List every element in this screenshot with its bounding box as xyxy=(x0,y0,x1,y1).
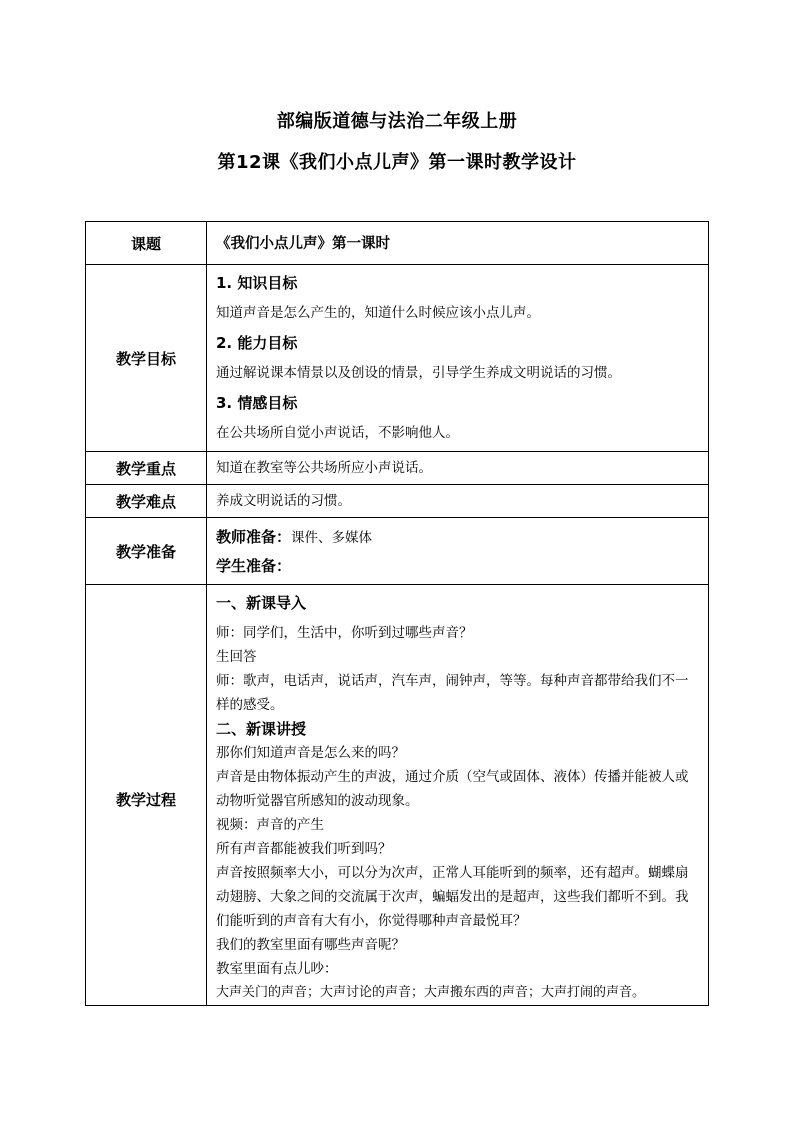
teaching-line: 那你们知道声音是怎么来的吗？ xyxy=(216,745,405,761)
difficulty-value: 养成文明说话的习惯。 xyxy=(216,493,351,509)
teaching-line: 视频：声音的产生 xyxy=(216,817,324,833)
table-row-goals xyxy=(86,265,709,452)
difficulty-label: 教学难点 xyxy=(86,485,207,518)
table-row-difficulty xyxy=(86,485,709,518)
table-row-topic xyxy=(86,222,709,265)
key-cell xyxy=(207,452,709,485)
student-prep-label: 学生准备： xyxy=(216,557,292,575)
topic-cell xyxy=(207,222,709,265)
topic-label: 课题 xyxy=(86,222,207,265)
key-label: 教学重点 xyxy=(86,452,207,485)
goal-heading-ability: 2. 能力目标 xyxy=(216,334,298,352)
prep-label: 教学准备 xyxy=(86,518,207,585)
goal-heading-knowledge: 1. 知识目标 xyxy=(216,274,298,292)
lesson-plan-table xyxy=(85,221,709,1006)
teaching-line: 大声关门的声音；大声讨论的声音；大声搬东西的声音；大声打闹的声音。 xyxy=(216,985,646,1000)
section-heading-intro: 一、新课导入 xyxy=(216,594,307,612)
teaching-line: 教室里面有点儿吵： xyxy=(216,961,338,977)
intro-line: 生回答 xyxy=(216,649,257,665)
goals-cell xyxy=(207,265,709,452)
intro-line: 师：同学们，生活中，你听到过哪些声音？ xyxy=(216,625,473,641)
section-heading-teaching: 二、新课讲授 xyxy=(216,720,307,738)
teacher-prep-label: 教师准备： xyxy=(216,528,292,546)
topic-value: 《我们小点儿声》第一课时 xyxy=(216,236,390,252)
process-cell xyxy=(207,585,709,1006)
goal-heading-emotion: 3. 情感目标 xyxy=(216,394,298,412)
teacher-prep-value: 课件、多媒体 xyxy=(291,530,373,546)
goal-text-emotion: 在公共场所自觉小声说话，不影响他人。 xyxy=(216,425,459,441)
difficulty-cell xyxy=(207,485,709,518)
key-value: 知道在教室等公共场所应小声说话。 xyxy=(216,460,432,476)
table-row-process xyxy=(86,585,709,1006)
teacher-prep xyxy=(216,523,700,552)
teaching-line: 声音按照频率大小，可以分为次声，正常人耳能听到的频率，还有超声。蝴蝶扇动翅膀、大象之间的交流属于次声，蝙蝠发出的是超声，这些我们都听不到。我们能听到的声音有大有小，你觉得哪种声音最悦耳？ xyxy=(216,865,689,929)
teaching-line: 所有声音都能被我们听到吗？ xyxy=(216,841,392,857)
goal-text-ability: 通过解说课本情景以及创设的情景，引导学生养成文明说话的习惯。 xyxy=(216,365,621,381)
document-title: 部编版道德与法治二年级上册 xyxy=(276,111,518,132)
table-row-key xyxy=(86,452,709,485)
goal-text-knowledge: 知道声音是怎么产生的，知道什么时候应该小点儿声。 xyxy=(216,305,540,321)
process-label: 教学过程 xyxy=(86,585,207,1006)
table-row-prep xyxy=(86,518,709,585)
goals-label: 教学目标 xyxy=(86,265,207,452)
teaching-line: 声音是由物体振动产生的声波，通过介质（空气或固体、液体）传播并能被人或动物听觉器官所感知的波动现象。 xyxy=(216,769,689,809)
teaching-line: 我们的教室里面有哪些声音呢？ xyxy=(216,937,405,953)
document-subtitle: 第12课《我们小点儿声》第一课时教学设计 xyxy=(217,152,577,173)
prep-cell xyxy=(207,518,709,585)
intro-line: 师：歌声，电话声，说话声，汽车声，闹钟声，等等。每种声音都带给我们不一样的感受。 xyxy=(216,673,689,713)
